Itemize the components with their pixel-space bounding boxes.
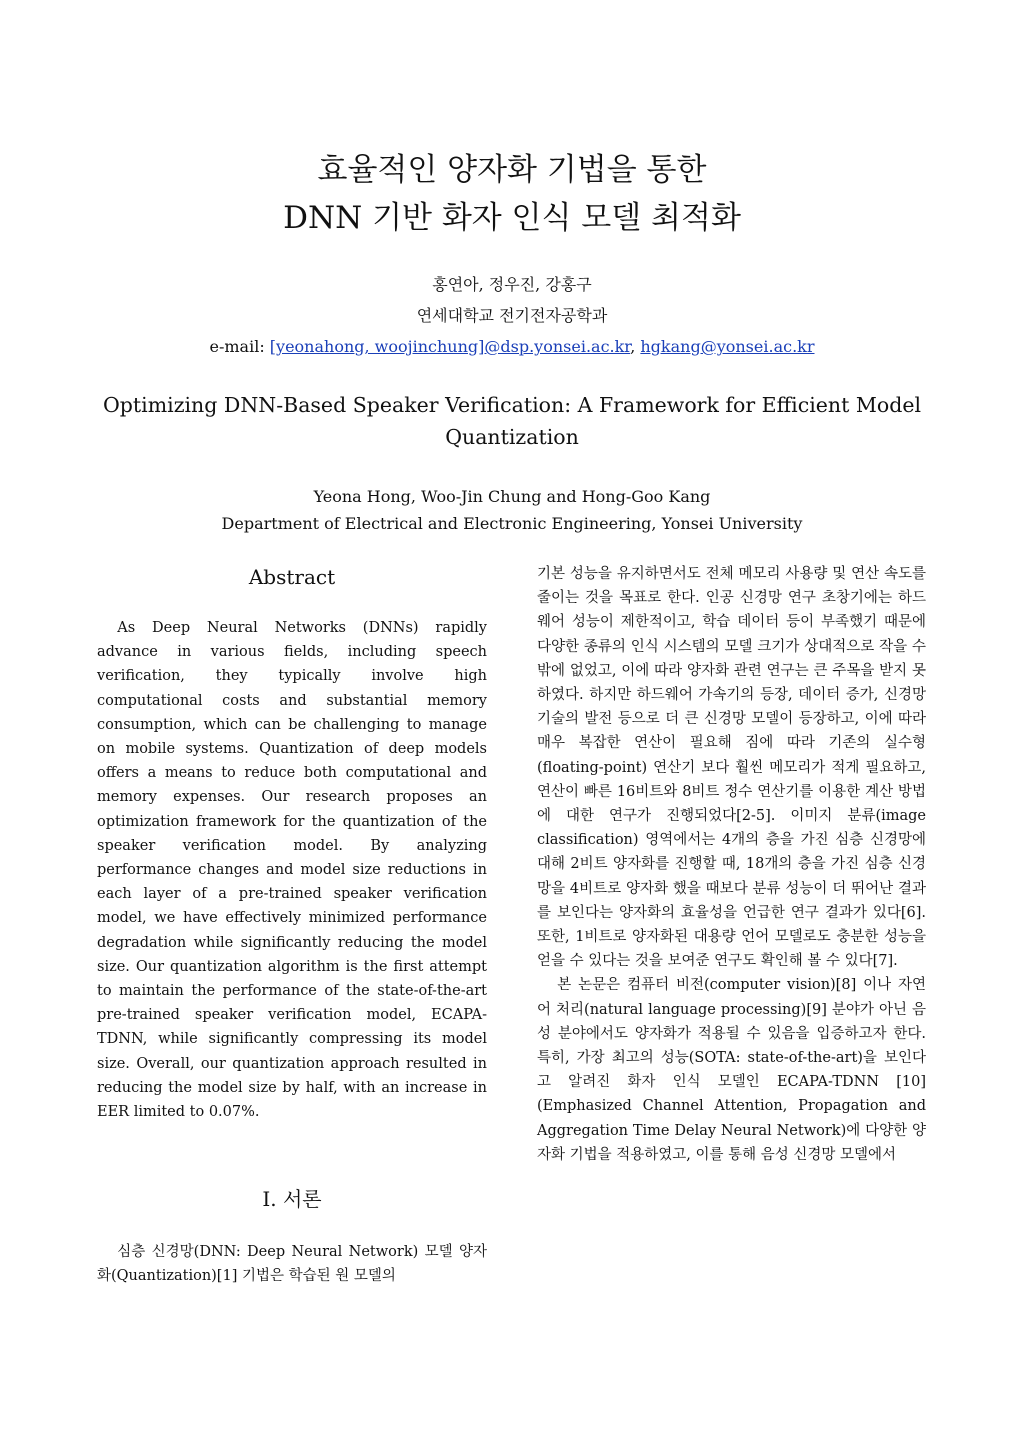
- email-line: [0, 334, 1024, 360]
- korean-title: [0, 146, 1024, 242]
- email-label: e-mail:: [209, 337, 270, 356]
- korean-title-line-2: DNN 기반 화자 인식 모델 최적화: [283, 200, 741, 236]
- english-affiliation: Department of Electrical and Electronic Engineering, Yonsei University: [221, 514, 803, 533]
- korean-authors: 홍연아, 정우진, 강홍구: [432, 275, 592, 294]
- email-separator: ,: [630, 337, 641, 356]
- email-link-hgkang[interactable]: hgkang@yonsei.ac.kr: [640, 337, 815, 356]
- korean-affiliation: 연세대학교 전기전자공학과: [416, 306, 608, 325]
- right-column: [537, 562, 926, 1167]
- section-1-paragraph-2: 본 논문은 컴퓨터 비전(computer vision)[8] 이나 자연어 처리(natural language processing)[9] 분야가 아닌 음성 분야에서도 양자화가 적용될 수 있음을 입증하고자 한다. 특히, 가장 최고의 성능(SOTA: state-of-the-art)을 보인다고 알려진 화자 인식 모델인 ECAPA-TDNN [10] (Emphasized Channel Attention, Propagation and Aggregation Time Delay Neural Network)에 다양한 양자화 기법을 적용하였고, 이를 통해 음성 신경망 모델에서: [537, 977, 926, 1163]
- section-1-heading: I. 서론: [262, 1187, 322, 1212]
- abstract-heading: Abstract: [248, 565, 336, 589]
- left-column: [97, 562, 487, 1289]
- english-authors: Yeona Hong, Woo-Jin Chung and Hong-Goo Kang: [313, 487, 711, 506]
- english-title: Optimizing DNN-Based Speaker Verification: A Framework for Efficient Model Quantization: [102, 393, 922, 449]
- abstract-body: As Deep Neural Networks (DNNs) rapidly advance in various fields, including speech verification, they typically involve high computational costs and substantial memory consumption, which can be challenging to manage on mobile systems. Quantization of deep models offers a means to reduce both computational and memory expenses. Our research proposes an optimization framework for the quantization of the speaker verification model. By analyzing performance changes and model size reductions in each layer of a pre-trained speaker verification model, we have effectively minimized performance degradation while significantly reducing the model size. Our quantization algorithm is the first attempt to maintain the performance of the state-of-the-art pre-trained speaker verification model, ECAPA-TDNN, while significantly compressing its model size. Overall, our quantization approach resulted in reducing the model size by half, with an increase in EER limited to 0.07%.: [97, 620, 487, 1121]
- section-1-paragraph-continued: 기본 성능을 유지하면서도 전체 메모리 사용량 및 연산 속도를 줄이는 것을 목표로 한다. 인공 신경망 연구 초창기에는 하드웨어 성능이 제한적이고, 학습 데이터 등이 부족했기 때문에 다양한 종류의 인식 시스템의 모델 크기가 상대적으로 작을 수 밖에 없었고, 이에 따라 양자화 관련 연구는 큰 주목을 받지 못하였다. 하지만 하드웨어 가속기의 등장, 데이터 증가, 신경망 기술의 발전 등으로 더 큰 신경망 모델이 등장하고, 이에 따라 매우 복잡한 연산이 필요해 짐에 따라 기존의 실수형(floating-point) 연산기 보다 훨씬 메모리가 적게 필요하고, 연산이 빠른 16비트와 8비트 정수 연산기를 이용한 계산 방법에 대한 연구가 진행되었다[2-5]. 이미지 분류(image classification) 영역에서는 4개의 층을 가진 심층 신경망에 대해 2비트 양자화를 진행할 때, 18개의 층을 가진 심층 신경망을 4비트로 양자화 했을 때보다 분류 성능이 더 뛰어난 결과를 보인다는 양자화의 효율성을 언급한 연구 결과가 있다[6]. 또한, 1비트로 양자화된 대용량 언어 모델로도 충분한 성능을 얻을 수 있다는 것을 보여준 연구도 확인해 볼 수 있다[7].: [537, 566, 926, 970]
- section-1-paragraph-start: 심층 신경망(DNN: Deep Neural Network) 모델 양자화(Quantization)[1] 기법은 학습된 원 모델의: [97, 1244, 487, 1285]
- email-link-group[interactable]: [yeonahong, woojinchung]@dsp.yonsei.ac.kr: [269, 337, 631, 356]
- korean-title-line-1: 효율적인 양자화 기법을 통한: [317, 152, 707, 188]
